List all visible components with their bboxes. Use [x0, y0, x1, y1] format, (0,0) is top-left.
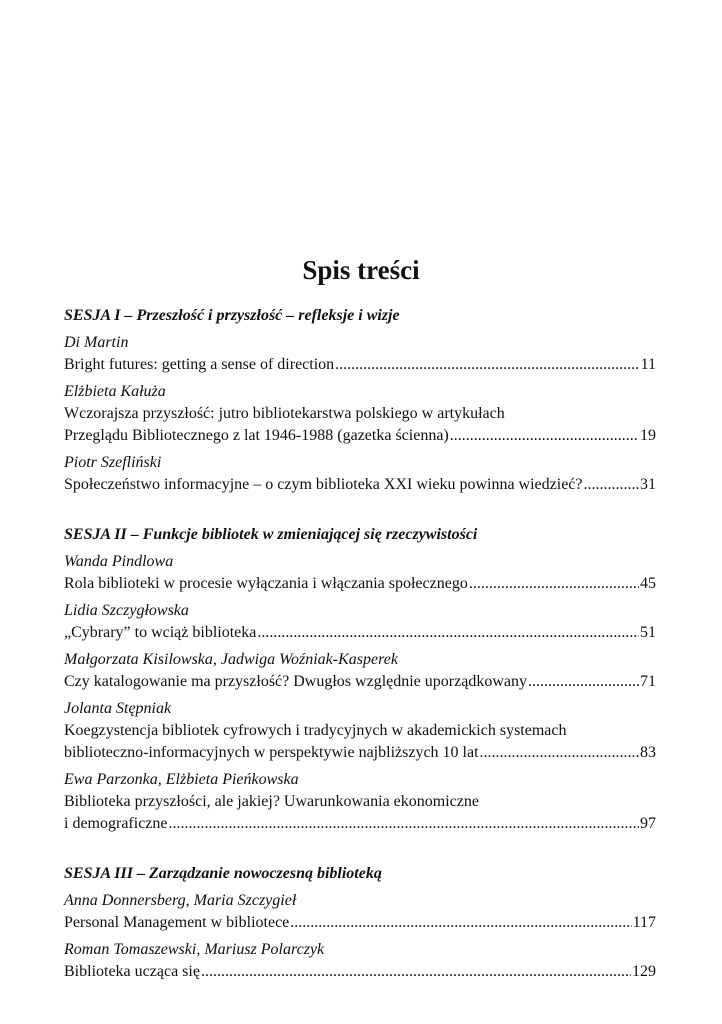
entry-authors: Lidia Szczygłowska — [64, 602, 189, 619]
entry-title-line: Biblioteka ucząca się — [64, 963, 200, 980]
entry-title-line: Bright futures: getting a sense of direction — [64, 356, 335, 373]
session-section — [64, 524, 656, 835]
entry-authors: Elżbieta Kałuża — [64, 383, 166, 400]
dot-leader — [450, 425, 639, 447]
entry-authors: Wanda Pindlowa — [64, 553, 174, 570]
entry-title-row — [64, 961, 656, 983]
toc-entry[interactable] — [64, 698, 656, 764]
page-number: 83 — [640, 744, 656, 761]
dot-leader — [469, 573, 639, 595]
toc-entry[interactable] — [64, 452, 656, 496]
entry-title-line: Biblioteka przyszłości, ale jakiej? Uwarunkowania ekonomiczne — [64, 793, 479, 810]
toc-entry[interactable] — [64, 332, 656, 376]
entry-authors: Roman Tomaszewski, Mariusz Polarczyk — [64, 941, 325, 958]
toc-entry[interactable] — [64, 600, 656, 644]
entry-title-line: Społeczeństwo informacyjne – o czym biblioteka XXI wieku powinna wiedzieć? — [64, 476, 583, 493]
entry-title-row — [64, 622, 656, 644]
page-number: 19 — [640, 427, 656, 444]
entry-title-line: Rola biblioteki w procesie wyłączania i włączania społecznego — [64, 575, 468, 592]
page-number: 51 — [640, 624, 656, 641]
entry-title-row — [64, 573, 656, 595]
entry-title-row — [64, 671, 656, 693]
toc-entry[interactable] — [64, 769, 656, 835]
session-heading: SESJA III – Zarządzanie nowoczesną biblioteką — [64, 865, 382, 882]
dot-leader — [201, 961, 631, 983]
session-section — [64, 863, 656, 983]
entry-title-row — [64, 474, 656, 496]
entry-authors: Piotr Szefliński — [64, 454, 162, 471]
entry-title-row — [64, 912, 656, 934]
table-of-contents — [64, 305, 656, 983]
toc-entry[interactable] — [64, 551, 656, 595]
page-number: 31 — [640, 476, 656, 493]
entry-authors: Jolanta Stępniak — [64, 700, 172, 717]
dot-leader — [257, 622, 639, 644]
entry-title-line: Przeglądu Bibliotecznego z lat 1946-1988 (gazetka ścienna) — [64, 427, 449, 444]
page-number: 97 — [640, 815, 656, 832]
session-section — [64, 305, 656, 496]
entry-title-row — [64, 813, 656, 835]
dot-leader — [169, 813, 640, 835]
entry-authors: Małgorzata Kisilowska, Jadwiga Woźniak-Kasperek — [64, 651, 398, 668]
dot-leader — [480, 742, 639, 764]
toc-entry[interactable] — [64, 649, 656, 693]
entry-title-row — [64, 354, 656, 376]
entry-authors: Ewa Parzonka, Elżbieta Pieńkowska — [64, 771, 299, 788]
page-title: Spis treści — [302, 255, 420, 285]
entry-title-row — [64, 425, 656, 447]
entry-title-line: biblioteczno-informacyjnych w perspektywie najbliższych 10 lat — [64, 744, 479, 761]
page-number: 129 — [632, 963, 656, 980]
session-heading: SESJA II – Funkcje bibliotek w zmieniającej się rzeczywistości — [64, 526, 478, 543]
entry-title-line: Czy katalogowanie ma przyszłość? Dwugłos względnie uporządkowany — [64, 673, 527, 690]
toc-entry[interactable] — [64, 381, 656, 447]
dot-leader — [584, 474, 640, 496]
entry-title-row — [64, 742, 656, 764]
dot-leader — [290, 912, 631, 934]
entry-title-line: Wczorajsza przyszłość: jutro bibliotekarstwa polskiego w artykułach — [64, 405, 505, 422]
page-number: 45 — [640, 575, 656, 592]
dot-leader — [335, 354, 639, 376]
toc-entry[interactable] — [64, 939, 656, 983]
entry-title-line: „Cybrary” to wciąż biblioteka — [64, 624, 257, 641]
entry-title-line: Koegzystencja bibliotek cyfrowych i tradycyjnych w akademickich systemach — [64, 722, 567, 739]
page-number: 11 — [640, 356, 656, 373]
session-heading: SESJA I – Przeszłość i przyszłość – refleksje i wizje — [64, 307, 400, 324]
entry-title-line: i demograficzne — [64, 815, 168, 832]
entry-title-line: Personal Management w bibliotece — [64, 914, 290, 931]
entry-authors: Di Martin — [64, 334, 129, 351]
entry-authors: Anna Donnersberg, Maria Szczygieł — [64, 892, 297, 909]
dot-leader — [528, 671, 639, 693]
page-number: 71 — [640, 673, 656, 690]
page-number: 117 — [632, 914, 656, 931]
toc-entry[interactable] — [64, 890, 656, 934]
